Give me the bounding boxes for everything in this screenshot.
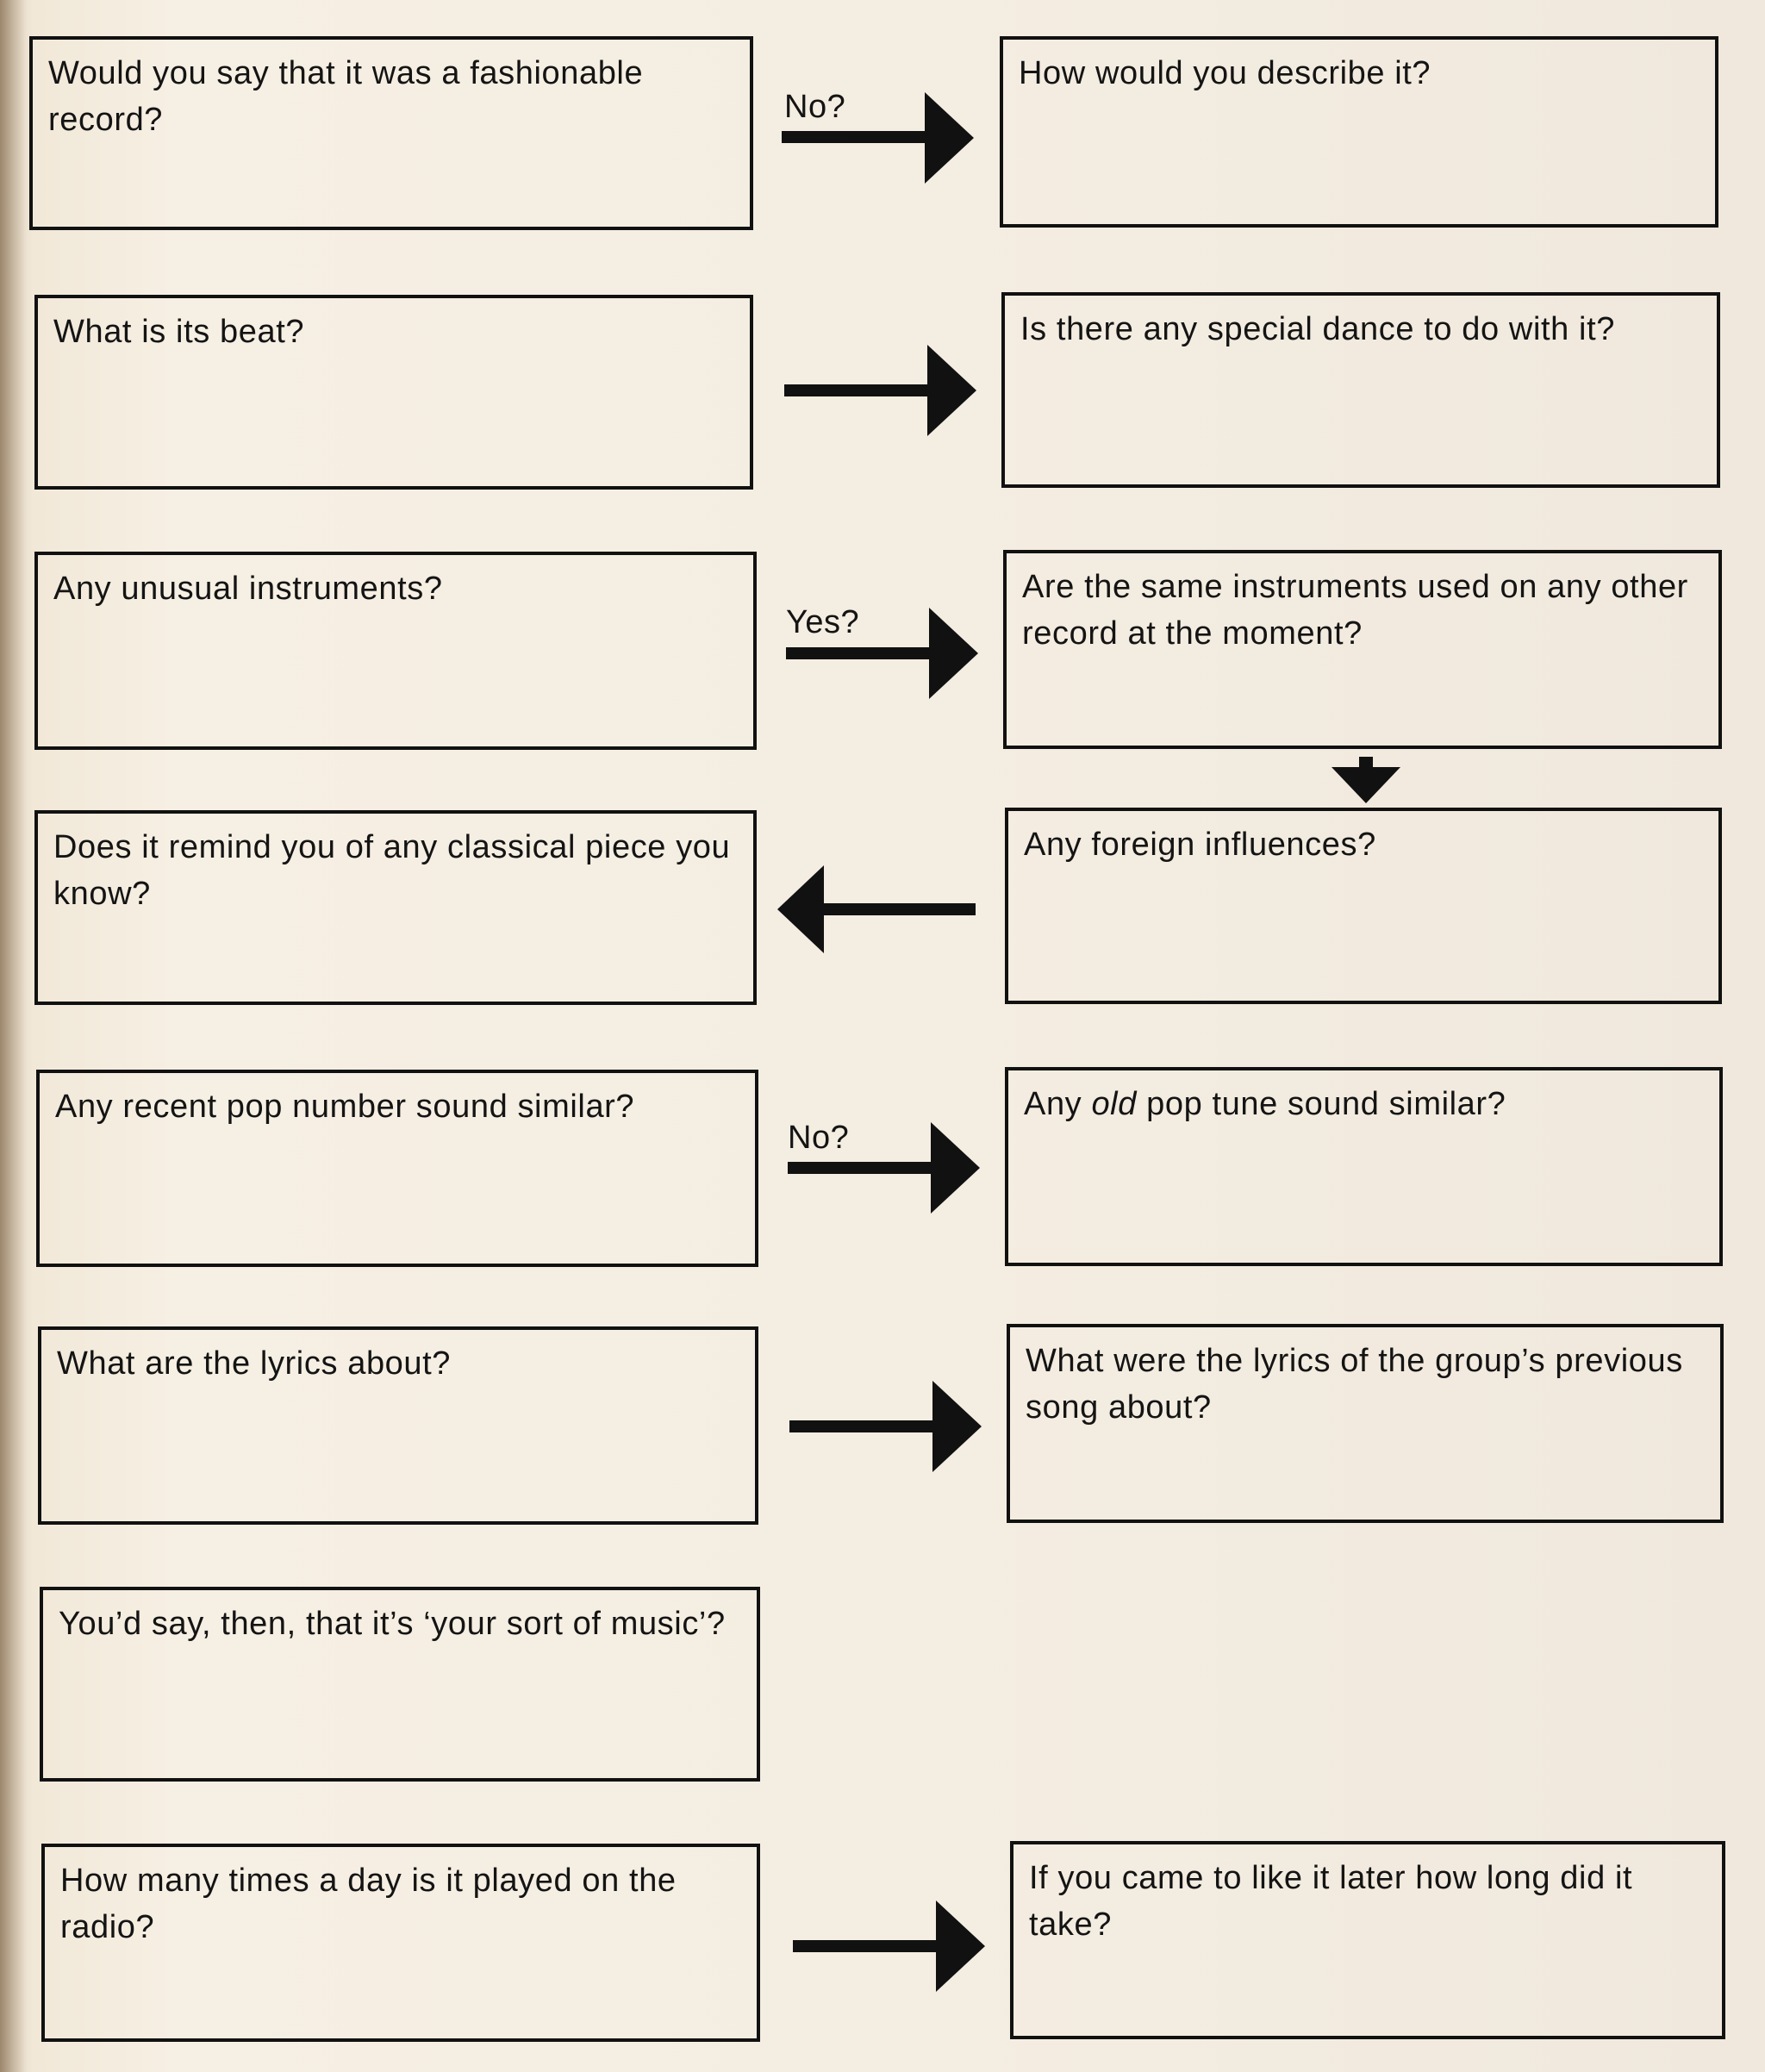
question-box-special-dance (1001, 292, 1720, 488)
question-box-foreign-influences (1005, 808, 1722, 1004)
question-text: What is its beat? (53, 314, 305, 350)
right-arrow-icon (784, 606, 982, 701)
question-box-radio-plays (41, 1844, 760, 2042)
right-arrow-icon (786, 1120, 984, 1215)
left-arrow-icon (776, 864, 978, 955)
question-box-classical-piece (34, 810, 757, 1005)
question-text: Any unusual instruments? (53, 571, 443, 607)
right-arrow-icon (783, 343, 981, 438)
question-box-beat (34, 295, 753, 490)
question-box-your-sort-of-music (40, 1587, 760, 1782)
arrow-label-no: No? (784, 89, 846, 125)
down-arrow-icon (1330, 757, 1402, 805)
question-box-previous-lyrics (1007, 1324, 1724, 1523)
question-box-same-instruments (1003, 550, 1722, 749)
question-text (1024, 1081, 1700, 1127)
question-box-recent-pop (36, 1070, 758, 1267)
page-spine-shadow (0, 0, 26, 2072)
question-box-unusual-instruments (34, 552, 757, 750)
question-text: Would you say that it was a fashionable record? (48, 55, 644, 138)
question-text: What are the lyrics about? (57, 1345, 452, 1382)
question-box-old-pop-tune (1005, 1067, 1723, 1266)
question-text: You’d say, then, that it’s ‘your sort of music’? (59, 1606, 726, 1642)
arrow-label-no: No? (788, 1120, 850, 1156)
right-arrow-icon (791, 1899, 989, 1994)
question-text: Is there any special dance to do with it? (1020, 311, 1615, 347)
question-text-suffix: pop tune sound similar? (1136, 1086, 1506, 1122)
arrow-label-yes: Yes? (786, 604, 860, 640)
question-box-fashionable-record (29, 36, 753, 230)
question-box-describe-it (1000, 36, 1718, 228)
question-text: Does it remind you of any classical piece you know? (53, 829, 731, 912)
question-text: How would you describe it? (1019, 55, 1431, 91)
right-arrow-icon (788, 1379, 986, 1474)
right-arrow-icon (780, 90, 978, 185)
question-text-prefix: Any (1024, 1086, 1092, 1122)
question-text: Any foreign influences? (1024, 827, 1376, 863)
question-box-lyrics (38, 1326, 758, 1525)
question-text: Are the same instruments used on any other record at the moment? (1022, 569, 1688, 652)
question-box-how-long-to-like (1010, 1841, 1725, 2039)
question-text-emphasis: old (1091, 1086, 1137, 1122)
question-text: How many times a day is it played on the radio? (60, 1863, 677, 1945)
question-text: If you came to like it later how long did it take? (1029, 1860, 1633, 1943)
question-text: What were the lyrics of the group’s previous song about? (1026, 1343, 1683, 1426)
question-text: Any recent pop number sound similar? (55, 1089, 635, 1125)
